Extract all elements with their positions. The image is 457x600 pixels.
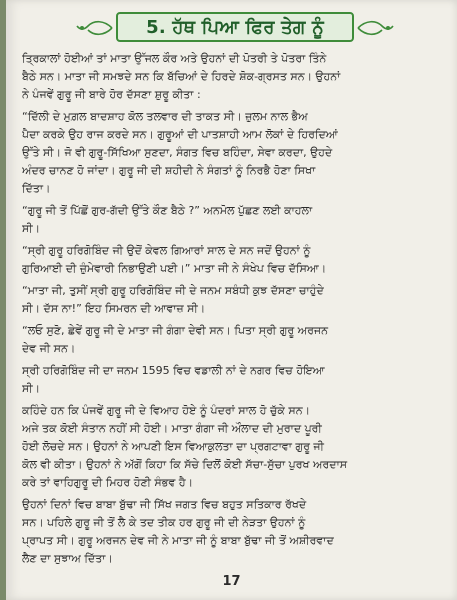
paragraph — [22, 402, 446, 492]
chapter-header — [74, 8, 396, 48]
paragraph — [22, 322, 446, 358]
text-line: ਹੋਈ ਲੋਚਦੇ ਸਨ। ਉਹਨਾਂ ਨੇ ਆਪਣੀ ਇਸ ਵਿਆਕੁਲਤਾ ਦਾ ਪ੍ਰਗਟਾਵਾ ਗੁਰੂ ਜੀ — [22, 440, 324, 453]
body-text — [22, 50, 446, 568]
text-line: ਬੈਠੇ ਸਨ। ਮਾਤਾ ਜੀ ਸਮਝਦੇ ਸਨ ਕਿ ਬੱਚਿਆਂ ਦੇ ਹਿਰਦੇ ਸ਼ੋਕ-ਗ੍ਰਸਤ ਸਨ। ਉਹਨਾਂ — [22, 70, 341, 83]
text-line: “ਲਓ ਸੁਣੋ, ਛੇਵੇਂ ਗੁਰੂ ਜੀ ਦੇ ਮਾਤਾ ਜੀ ਗੰਗਾ ਦੇਵੀ ਸਨ। ਪਿਤਾ ਸ੍ਰੀ ਗੁਰੂ ਅਰਜਨ — [22, 324, 329, 337]
paragraph — [22, 50, 446, 104]
flourish-right-icon — [356, 16, 396, 40]
text-line: ਤ੍ਰਿਕਾਲਾਂ ਹੋਈਆਂ ਤਾਂ ਮਾਤਾ ਉੱਜਲ ਕੌਰ ਅਤੇ ਉਹਨਾਂ ਦੀ ਪੋਤਰੀ ਤੇ ਪੋਤਰਾ ਤਿੰਨੇ — [22, 52, 327, 65]
book-page — [6, 0, 457, 600]
text-line: “ਸ੍ਰੀ ਗੁਰੂ ਹਰਿਗੋਬਿੰਦ ਜੀ ਉਦੋਂ ਕੇਵਲ ਗਿਆਰਾਂ ਸਾਲ ਦੇ ਸਨ ਜਦੋਂ ਉਹਨਾਂ ਨੂੰ — [22, 244, 311, 257]
paragraph — [22, 282, 446, 318]
text-line: ਕੋਲ ਵੀ ਕੀਤਾ। ਉਹਨਾਂ ਨੇ ਅੱਗੋਂ ਕਿਹਾ ਕਿ ਸੱਚੇ ਦਿਲੋਂ ਕੋਈ ਸੱਚਾ-ਸੁੱਚਾ ਪੁਰਖ ਅਰਦਾਸ — [22, 458, 348, 471]
text-line: ਪ੍ਰਾਪਤ ਸੀ। ਗੁਰੂ ਅਰਜਨ ਦੇਵ ਜੀ ਨੇ ਮਾਤਾ ਜੀ ਨੂੰ ਬਾਬਾ ਬੁੱਢਾ ਜੀ ਤੋਂ ਅਸ਼ੀਰਵਾਦ — [22, 534, 334, 547]
text-line: ਲੈਣ ਦਾ ਸੁਝਾਅ ਦਿੱਤਾ। — [22, 552, 113, 565]
paragraph — [22, 242, 446, 278]
text-line: ਅਜੇ ਤਕ ਕੋਈ ਸੰਤਾਨ ਨਹੀਂ ਸੀ ਹੋਈ। ਮਾਤਾ ਗੰਗਾ ਜੀ ਔਲਾਦ ਦੀ ਮੁਰਾਦ ਪੂਰੀ — [22, 422, 322, 435]
text-line: ਸੀ। ਦੱਸ ਨਾ!” ਇਹ ਸਿਮਰਨ ਦੀ ਆਵਾਜ਼ ਸੀ। — [22, 302, 206, 315]
text-line: ਸੀ। — [22, 382, 41, 395]
flourish-left-icon — [74, 16, 114, 40]
text-line: ਪੈਦਾ ਕਰਕੇ ਉਹ ਰਾਜ ਕਰਦੇ ਸਨ। ਗੁਰੂਆਂ ਦੀ ਪਾਤਸ਼ਾਹੀ ਆਮ ਲੋਕਾਂ ਦੇ ਹਿਰਦਿਆਂ — [22, 128, 338, 141]
paragraph — [22, 362, 446, 398]
text-line: ਸਨ। ਪਹਿਲੇ ਗੁਰੂ ਜੀ ਤੋਂ ਲੈ ਕੇ ਤਦ ਤੀਕ ਹਰ ਗੁਰੂ ਜੀ ਦੀ ਨੇੜਤਾ ਉਹਨਾਂ ਨੂੰ — [22, 516, 306, 529]
text-line: “ਮਾਤਾ ਜੀ, ਤੁਸੀਂ ਸ੍ਰੀ ਗੁਰੂ ਹਰਿਗੋਬਿੰਦ ਜੀ ਦੇ ਜਨਮ ਸਬੰਧੀ ਕੁਝ ਦੱਸਣਾ ਚਾਹੁੰਦੇ — [22, 284, 324, 297]
text-line: ਗੁਰਿਆਈ ਦੀ ਜ਼ੁੰਮੇਵਾਰੀ ਨਿਭਾਉਣੀ ਪਈ।” ਮਾਤਾ ਜੀ ਨੇ ਸੰਖੇਪ ਵਿਚ ਦੱਸਿਆ। — [22, 262, 327, 275]
chapter-title: 5. ਹੱਥ ਪਿਆ ਫਿਰ ਤੇਗ ਨੂੰ — [146, 17, 324, 38]
paragraph — [22, 496, 446, 568]
text-line: “ਦਿੱਲੀ ਦੇ ਮੁਗ਼ਲ ਬਾਦਸ਼ਾਹ ਕੋਲ ਤਲਵਾਰ ਦੀ ਤਾਕਤ ਸੀ। ਜ਼ੁਲਮ ਨਾਲ ਭੈਅ — [22, 110, 308, 123]
text-line: “ਗੁਰੂ ਜੀ ਤੋਂ ਪਿੱਛੋਂ ਗੁਰ-ਗੱਦੀ ਉੱਤੇ ਕੌਣ ਬੈਠੇ ?” ਅਨਮੋਲ ਪੁੱਛਣ ਲਈ ਕਾਹਲਾ — [22, 204, 313, 217]
text-line: ਉਹਨਾਂ ਦਿਨਾਂ ਵਿਚ ਬਾਬਾ ਬੁੱਢਾ ਜੀ ਸਿੱਖ ਜਗਤ ਵਿਚ ਬਹੁਤ ਸਤਿਕਾਰ ਰੱਖਦੇ — [22, 498, 307, 511]
text-line: ਉੱਤੇ ਸੀ। ਜੋ ਵੀ ਗੁਰੂ-ਸਿੱਖਿਆ ਸੁਣਦਾ, ਸੰਗਤ ਵਿਚ ਬਹਿੰਦਾ, ਸੇਵਾ ਕਰਦਾ, ਉਹਦੇ — [22, 146, 333, 159]
text-line: ਅੰਦਰ ਚਾਨਣ ਹੋ ਜਾਂਦਾ। ਗੁਰੂ ਜੀ ਦੀ ਸ਼ਹੀਦੀ ਨੇ ਸੰਗਤਾਂ ਨੂੰ ਨਿਰਭੈ ਹੋਣਾ ਸਿਖਾ — [22, 164, 316, 177]
text-line: ਨੇ ਪੰਜਵੇਂ ਗੁਰੂ ਜੀ ਬਾਰੇ ਹੋਰ ਦੱਸਣਾ ਸ਼ੁਰੂ ਕੀਤਾ : — [22, 88, 201, 101]
text-line: ਕਹਿੰਦੇ ਹਨ ਕਿ ਪੰਜਵੇਂ ਗੁਰੂ ਜੀ ਦੇ ਵਿਆਹ ਹੋਏ ਨੂੰ ਪੰਦਰਾਂ ਸਾਲ ਹੋ ਚੁੱਕੇ ਸਨ। — [22, 404, 310, 417]
paragraph — [22, 202, 446, 238]
text-line: ਦੇਵ ਜੀ ਸਨ। — [22, 342, 76, 355]
page-number: 17 — [222, 574, 241, 589]
text-line: ਦਿੱਤਾ। — [22, 182, 51, 195]
paragraph — [22, 108, 446, 198]
text-line: ਕਰੇ ਤਾਂ ਵਾਹਿਗੁਰੂ ਦੀ ਮਿਹਰ ਹੋਣੀ ਸੰਭਵ ਹੈ। — [22, 476, 194, 489]
text-line: ਸੀ। — [22, 222, 41, 235]
title-banner — [116, 12, 354, 42]
text-line: ਸ੍ਰੀ ਹਰਿਗੋਬਿੰਦ ਜੀ ਦਾ ਜਨਮ 1595 ਵਿਚ ਵਡਾਲੀ ਨਾਂ ਦੇ ਨਗਰ ਵਿਚ ਹੋਇਆ — [22, 364, 325, 377]
